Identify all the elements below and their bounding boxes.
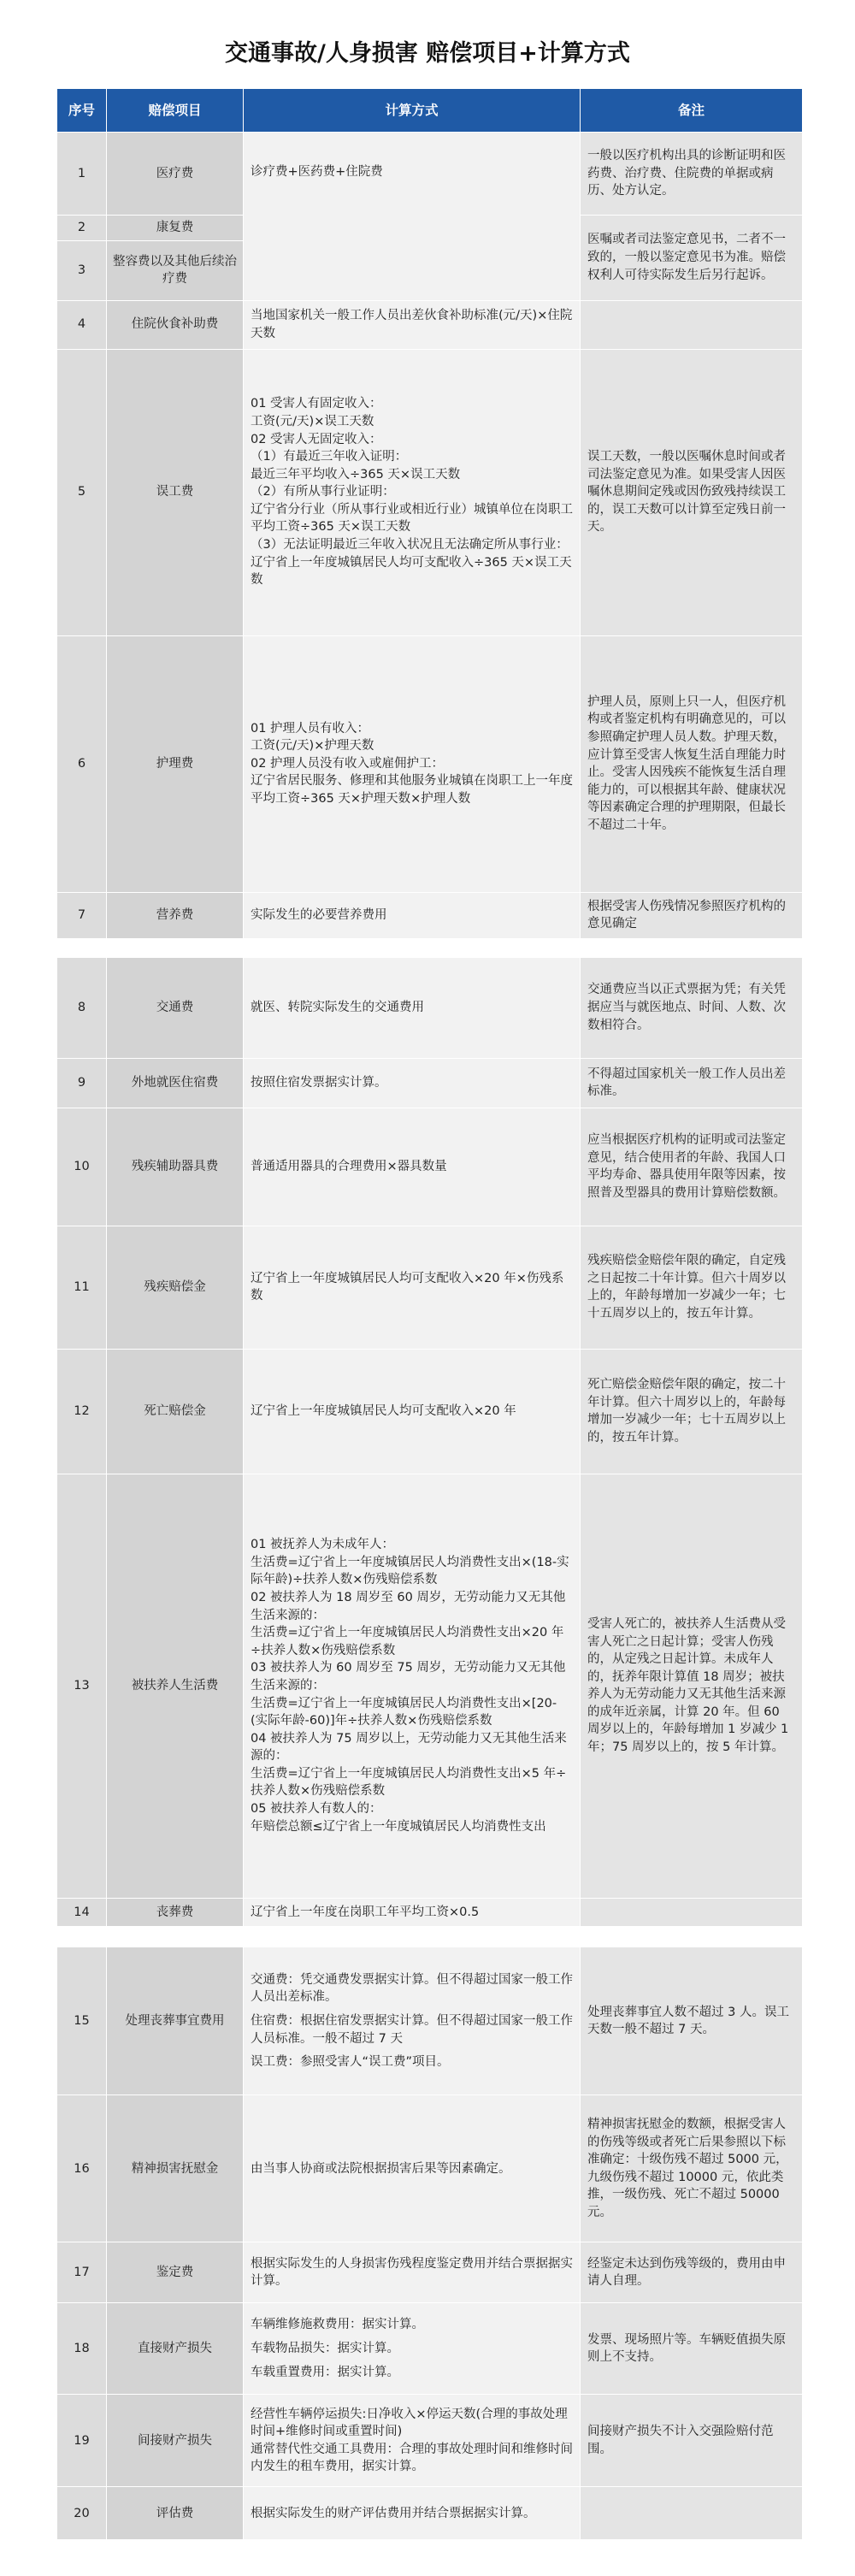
- row-item: 精神损害抚慰金: [107, 2095, 244, 2242]
- row-item: 外地就医住宿费: [107, 1058, 244, 1108]
- row-note: [581, 1898, 803, 1927]
- row-calc: [244, 1898, 581, 1927]
- row-no: 5: [57, 349, 107, 635]
- header-item: 赔偿项目: [107, 89, 244, 133]
- calc-line: 车载物品损失：据实计算。: [251, 2342, 399, 2356]
- calc-line: 辽宁省居民服务、修理和其他服务业城镇在岗职工上一年度平均工资÷365 天×护理天数×护理人数: [251, 774, 573, 806]
- calc-line: 车辆维修施救费用：据实计算。: [251, 2318, 424, 2332]
- calc-line: 05 被扶养人有数人的：: [251, 1801, 382, 1816]
- table-row: [57, 1898, 803, 1927]
- table-row: [57, 133, 803, 216]
- row-note: 受害人死亡的，被扶养人生活费从受害人死亡之日起计算；受害人伤残的，从定残之日起计算。未成年人的，抚养年限计算值 18 周岁；被扶养人为无劳动能力又无其他生活来源的成年近亲属，计算 20 年。但 60 周岁以上的，年龄每增加 1 岁减少 1 年；75 周岁以上的，按 5 年计算。: [581, 1474, 803, 1898]
- table-row: [57, 2303, 803, 2395]
- row-no: 17: [57, 2242, 107, 2303]
- row-calc: [244, 1058, 581, 1108]
- row-item: 误工费: [107, 349, 244, 635]
- row-item: 护理费: [107, 635, 244, 892]
- table-row: [57, 2487, 803, 2540]
- row-item: 残疾赔偿金: [107, 1226, 244, 1349]
- row-item: 被扶养人生活费: [107, 1474, 244, 1898]
- row-calc: [244, 2242, 581, 2303]
- row-note: 发票、现场照片等。车辆贬值损失原则上不支持。: [581, 2303, 803, 2395]
- calc-line: 02 被扶养人为 18 周岁至 60 周岁，无劳动能力又无其他生活来源的：: [251, 1591, 566, 1622]
- row-calc: [244, 1947, 581, 2095]
- row-note: 处理丧葬事宜人数不超过 3 人。误工天数一般不超过 7 天。: [581, 1947, 803, 2095]
- row-no: 2: [57, 216, 107, 241]
- calc-line: 最近三年平均收入÷365 天×误工天数: [251, 467, 461, 482]
- row-item: 交通费: [107, 957, 244, 1058]
- row-calc: [244, 2487, 581, 2540]
- row-note: [581, 300, 803, 349]
- row-note: 交通费应当以正式票据为凭；有关凭据应当与就医地点、时间、人数、次数相符合。: [581, 957, 803, 1058]
- calc-line: 生活费=辽宁省上一年度城镇居民人均消费性支出×(18-实际年龄)÷扶养人数×伤残赔偿系数: [251, 1555, 569, 1587]
- row-calc: [244, 300, 581, 349]
- table-row: [57, 635, 803, 892]
- row-no: 16: [57, 2095, 107, 2242]
- calc-line: 辽宁省上一年度城镇居民人均可支配收入÷365 天×误工天数: [251, 555, 572, 588]
- calc-line: 车载重置费用：据实计算。: [251, 2365, 399, 2379]
- calc-line: 经营性车辆停运损失:日净收入×停运天数(合理的事故处理时间+维修时间或重置时间): [251, 2407, 568, 2439]
- row-calc: [244, 2395, 581, 2487]
- calc-line: 03 被扶养人为 60 周岁至 75 周岁，无劳动能力又无其他生活来源的：: [251, 1661, 566, 1693]
- row-calc: [244, 1108, 581, 1226]
- row-item: 死亡赔偿金: [107, 1349, 244, 1474]
- section-gap: [57, 1927, 803, 1947]
- row-calc: [244, 2303, 581, 2395]
- row-calc: [244, 1349, 581, 1474]
- calc-line: 年赔偿总额≤辽宁省上一年度城镇居民人均消费性支出: [251, 1819, 546, 1834]
- header-no: 序号: [57, 89, 107, 133]
- row-no: 14: [57, 1898, 107, 1927]
- row-note: [581, 2487, 803, 2540]
- row-calc: [244, 892, 581, 938]
- calc-line: 当地国家机关一般工作人员出差伙食补助标准(元/天)×住院天数: [251, 309, 573, 340]
- row-item: 医疗费: [107, 133, 244, 216]
- row-no: 3: [57, 240, 107, 300]
- table-row: [57, 1058, 803, 1108]
- calc-line: 辽宁省分行业（所从事行业或相近行业）城镇单位在岗职工平均工资÷365 天×误工天数: [251, 502, 573, 535]
- calc-line: 辽宁省上一年度城镇居民人均可支配收入×20 年: [251, 1403, 516, 1418]
- row-no: 9: [57, 1058, 107, 1108]
- calc-line: 02 护理人员没有收入或雇佣护工：: [251, 756, 445, 771]
- gap-cell: [57, 1927, 803, 1947]
- row-note: 一般以医疗机构出具的诊断证明和医药费、治疗费、住院费的单据或病历、处方认定。: [581, 133, 803, 216]
- calc-line: 生活费=辽宁省上一年度城镇居民人均消费性支出×[20-(实际年龄-60)]年÷扶养人数×伤残赔偿系数: [251, 1696, 557, 1728]
- calc-line: 根据实际发生的人身损害伤残程度鉴定费用并结合票据据实计算。: [251, 2256, 573, 2289]
- table-row: [57, 300, 803, 349]
- calc-line: 由当事人协商或法院根据损害后果等因素确定。: [251, 2161, 511, 2176]
- row-no: 6: [57, 635, 107, 892]
- row-note: 经鉴定未达到伤残等级的，费用由申请人自理。: [581, 2242, 803, 2303]
- row-note: 应当根据医疗机构的证明或司法鉴定意见，结合使用者的年龄、我国人口平均寿命、器具使用年限等因素，按照普及型器具的费用计算赔偿数额。: [581, 1108, 803, 1226]
- calc-line: 普通适用器具的合理费用×器具数量: [251, 1159, 447, 1173]
- row-no: 7: [57, 892, 107, 938]
- page-title: 交通事故/人身损害 赔偿项目+计算方式: [225, 40, 630, 67]
- row-no: 10: [57, 1108, 107, 1226]
- calc-line: 生活费=辽宁省上一年度城镇居民人均消费性支出×20 年÷扶养人数×伤残赔偿系数: [251, 1626, 564, 1657]
- calc-line: 02 受害人无固定收入：: [251, 432, 382, 446]
- calc-line: 工资(元/天)×误工天数: [251, 414, 374, 428]
- header-note: 备注: [581, 89, 803, 133]
- calc-line: 交通费：凭交通费发票据实计算。但不得超过国家一般工作人员出差标准。: [251, 1972, 573, 2005]
- row-item: 住院伙食补助费: [107, 300, 244, 349]
- row-note: 医嘱或者司法鉴定意见书，二者不一致的，一般以鉴定意见书为准。赔偿权利人可待实际发生后另行起诉。: [581, 216, 803, 301]
- calc-line: （1）有最近三年收入证明：: [251, 450, 408, 464]
- calc-line: 按照住宿发票据实计算。: [251, 1075, 387, 1090]
- row-item: 残疾辅助器具费: [107, 1108, 244, 1226]
- table-row: [57, 1226, 803, 1349]
- row-no: 13: [57, 1474, 107, 1898]
- row-note: 不得超过国家机关一般工作人员出差标准。: [581, 1058, 803, 1108]
- calc-line: 04 被扶养人为 75 周岁以上，无劳动能力又无其他生活来源的：: [251, 1731, 567, 1764]
- row-note: 误工天数，一般以医嘱休息时间或者司法鉴定意见为准。如果受害人因医嘱休息期间定残或因伤致残持续误工的，误工天数可以计算至定残日前一天。: [581, 349, 803, 635]
- calc-line: 住宿费：根据住宿发票据实计算。但不得超过国家一般工作人员标准。一般不超过 7 天: [251, 2014, 573, 2046]
- row-note: 护理人员，原则上只一人，但医疗机构或者鉴定机构有明确意见的，可以参照确定护理人员人数。护理天数，应计算至受害人恢复生活自理能力时止。受害人因残疾不能恢复生活自理能力的，可以根据其年龄、健康状况等因素确定合理的护理期限，但最长不超过二十年。: [581, 635, 803, 892]
- row-item: 整容费以及其他后续治疗费: [107, 240, 244, 300]
- row-item: 营养费: [107, 892, 244, 938]
- calc-line: 辽宁省上一年度在岗职工年平均工资×0.5: [251, 1905, 480, 1919]
- calc-line: 诊疗费+医药费+住院费: [251, 165, 383, 179]
- table-header-row: [57, 89, 803, 133]
- calc-line: （3）无法证明最近三年收入状况且无法确定所从事行业：: [251, 538, 569, 552]
- row-item: 间接财产损失: [107, 2395, 244, 2487]
- table-row: [57, 1474, 803, 1898]
- calc-line: 工资(元/天)×护理天数: [251, 739, 374, 753]
- header-calc: 计算方式: [244, 89, 581, 133]
- row-note: 根据受害人伤残情况参照医疗机构的意见确定: [581, 892, 803, 938]
- row-no: 8: [57, 957, 107, 1058]
- row-item: 鉴定费: [107, 2242, 244, 2303]
- table-row: [57, 1108, 803, 1226]
- row-calc: [244, 133, 581, 301]
- row-note: 死亡赔偿金赔偿年限的确定，按二十年计算。但六十周岁以上的，年龄每增加一岁减少一年；七十五周岁以上的，按五年计算。: [581, 1349, 803, 1474]
- row-calc: [244, 1226, 581, 1349]
- row-item: 康复费: [107, 216, 244, 241]
- calc-line: （2）有所从事行业证明：: [251, 485, 395, 499]
- table-row: [57, 892, 803, 938]
- row-no: 1: [57, 133, 107, 216]
- table-row: [57, 957, 803, 1058]
- section-gap: [57, 938, 803, 957]
- row-no: 20: [57, 2487, 107, 2540]
- row-note: 残疾赔偿金赔偿年限的确定，自定残之日起按二十年计算。但六十周岁以上的，年龄每增加一岁减少一年；七十五周岁以上的，按五年计算。: [581, 1226, 803, 1349]
- row-item: 评估费: [107, 2487, 244, 2540]
- calc-line: 就医、转院实际发生的交通费用: [251, 1000, 424, 1014]
- row-calc: [244, 957, 581, 1058]
- row-no: 18: [57, 2303, 107, 2395]
- row-no: 15: [57, 1947, 107, 2095]
- calc-line: 误工费：参照受害人“误工费”项目。: [251, 2055, 450, 2070]
- calc-line: 01 被抚养人为未成年人：: [251, 1538, 395, 1552]
- calc-line: 生活费=辽宁省上一年度城镇居民人均消费性支出×5 年÷扶养人数×伤残赔偿系数: [251, 1766, 567, 1799]
- row-no: 12: [57, 1349, 107, 1474]
- row-item: 丧葬费: [107, 1898, 244, 1927]
- table-row: [57, 349, 803, 635]
- row-note: 精神损害抚慰金的数额，根据受害人的伤残等级或者死亡后果参照以下标准确定：十级伤残不超过 5000 元，九级伤残不超过 10000 元，依此类推，一级伤残、死亡不超过 50000 元。: [581, 2095, 803, 2242]
- table-row: [57, 1349, 803, 1474]
- calc-line: 01 受害人有固定收入：: [251, 397, 382, 411]
- row-calc: [244, 349, 581, 635]
- row-calc: [244, 635, 581, 892]
- table-row: [57, 1947, 803, 2095]
- row-calc: [244, 2095, 581, 2242]
- row-no: 19: [57, 2395, 107, 2487]
- row-no: 4: [57, 300, 107, 349]
- row-no: 11: [57, 1226, 107, 1349]
- calc-line: 01 护理人员有收入：: [251, 721, 370, 736]
- calc-line: 实际发生的必要营养费用: [251, 907, 387, 922]
- table-row: [57, 2395, 803, 2487]
- row-note: 间接财产损失不计入交强险赔付范围。: [581, 2395, 803, 2487]
- table-row: [57, 2095, 803, 2242]
- gap-cell: [57, 938, 803, 957]
- calc-line: 辽宁省上一年度城镇居民人均可支配收入×20 年×伤残系数: [251, 1271, 564, 1303]
- compensation-table: [56, 88, 803, 2540]
- row-calc: [244, 1474, 581, 1898]
- calc-line: 通常替代性交通工具费用：合理的事故处理时间和维修时间内发生的租车费用，据实计算。: [251, 2442, 573, 2474]
- row-item: 处理丧葬事宜费用: [107, 1947, 244, 2095]
- calc-line: 根据实际发生的财产评估费用并结合票据据实计算。: [251, 2506, 536, 2520]
- table-row: [57, 2242, 803, 2303]
- row-item: 直接财产损失: [107, 2303, 244, 2395]
